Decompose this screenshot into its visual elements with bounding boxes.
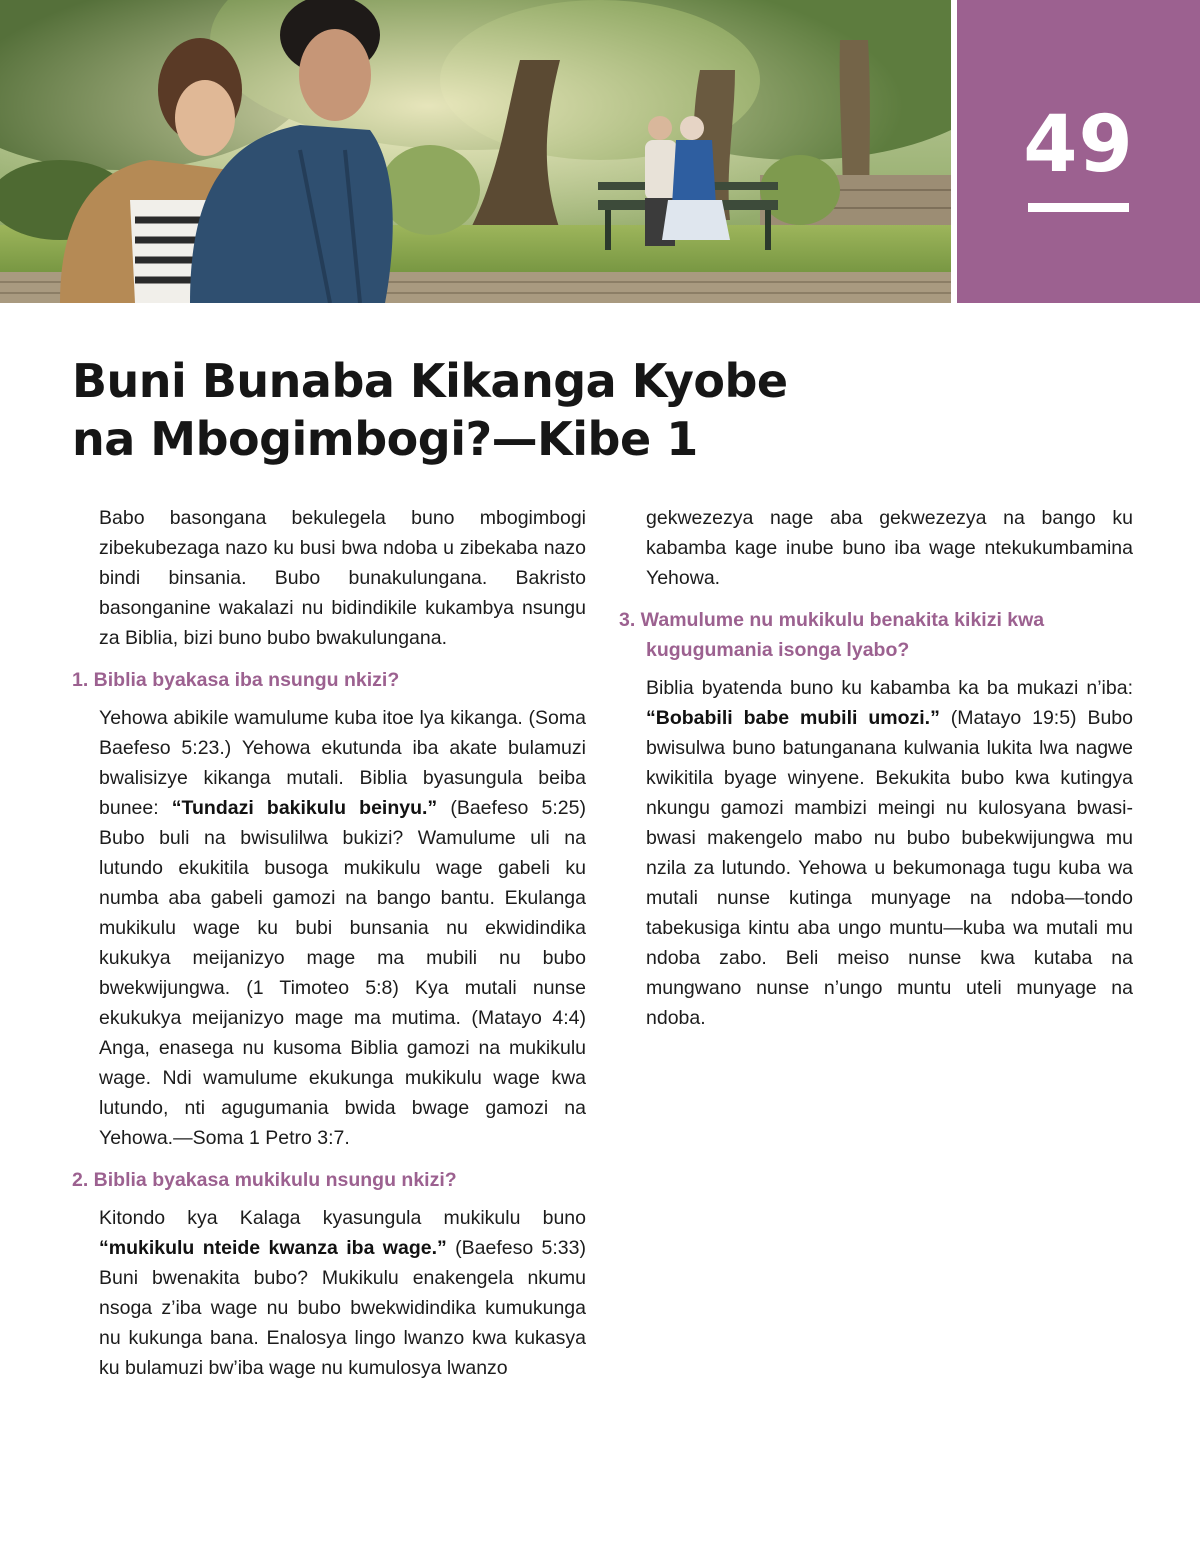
page-title-line-2: na Mbogimbogi?—Kibe 1: [72, 412, 698, 466]
left-column: [72, 503, 586, 1383]
section-3-body: Biblia byatenda buno ku kabamba ka ba mukazi n’iba: “Bobabili babe mubili umozi.” (Matayo 19:5) Bubo bwisulwa buno batunganana kulwania lukita lwa nagwe kwikitila byage winyene. Bekukita bubo kwa kutingya nkungu gamozi mambizi meingi nu kulosyana bwasi-bwasi makengelo mabo nu bubo bubekwijungwa mu nzila za lutundo. Yehowa u bekumonaga tugu kuba wa mutali nunse kutinga munyage na ndoba—tondo tabekusiga kintu aba ungo muntu—kuba wa mutali mu ndoba zabo. Beli meiso nunse kwa kutaba na mungwano nunse n’ungo muntu uteli munyage na ndoba.: [646, 677, 1133, 1029]
section-1-body: Yehowa abikile wamulume kuba itoe lya kikanga. (Soma Baefeso 5:23.) Yehowa ekutunda iba akate bulamuzi bwalisizye kikanga mutali. Biblia byasungula beiba bunee: “Tundazi bakikulu beinyu.” (Baefeso 5:25) Bubo buli na bwisulilwa bukizi? Wamulume uli na lutundo ekukitila busoga mukikulu wage gabeli ku numba aba gabeli gamozi na bango bantu. Ekulanga mukikulu wage ku bubi bunsania nu ekwidindika kukukya meijanizyo mage ma mubili nu bubo bwekwijungwa. (1 Timoteo 5:8) Kya mutali nunse ekukukya meijanizyo mage ma mutima. (Matayo 4:4) Anga, enasega nu kusoma Biblia gamozi na mukikulu wage. Ndi wamulume ekukunga mukikulu wage kwa lutundo, nti agugumania bwida bwage gamozi na Yehowa.—Soma 1 Petro 3:7.: [99, 707, 586, 1149]
right-column: [619, 503, 1133, 1033]
section-3-heading: 3. Wamulume nu mukikulu benakita kikizi kwa kugugumania isonga lyabo?: [619, 609, 1045, 661]
hero-photo: [0, 0, 951, 303]
lesson-number: 49: [1023, 100, 1134, 190]
section-2-body: Kitondo kya Kalaga kyasungula mukikulu buno “mukikulu nteide kwanza iba wage.” (Baefeso 5:33) Buni bwenakita bubo? Mukikulu enakengela nkumu nsoga z’iba wage nu bubo bwekwidindika kumukunga nu kukunga bana. Enalosya lingo lwanzo kwa kukasya ku bulamuzi bw’iba wage nu kumulosya lwanzo: [99, 1207, 586, 1379]
section-2-quote: “mukikulu nteide kwanza iba wage.”: [99, 1237, 447, 1259]
section-3-quote: “Bobabili babe mubili umozi.”: [646, 707, 940, 729]
page-title-line-1: Buni Bunaba Kikanga Kyobe: [72, 354, 788, 408]
lesson-number-badge: [957, 0, 1200, 303]
intro-paragraph: Babo basongana bekulegela buno mbogimbogi zibekubezaga nazo ku busi bwa ndoba u zibekaba nazo bindi binsania. Bubo bunakulungana. Bakristo basonganine wakalazi nu bidindikile kukambya nsungu za Biblia, bizi buno bubo bwakulungana.: [99, 507, 586, 649]
lesson-number-underline: [1028, 203, 1129, 212]
section-2-body-continued: gekwezezya nage aba gekwezezya na bango ku kabamba kage inube buno iba wage ntekukumbamina Yehowa.: [646, 507, 1133, 589]
section-2-heading: 2. Biblia byakasa mukikulu nsungu nkizi?: [72, 1169, 457, 1191]
section-1-heading: 1. Biblia byakasa iba nsungu nkizi?: [72, 669, 400, 691]
page-title: [72, 352, 972, 468]
section-1-quote: “Tundazi bakikulu beinyu.”: [171, 797, 438, 819]
